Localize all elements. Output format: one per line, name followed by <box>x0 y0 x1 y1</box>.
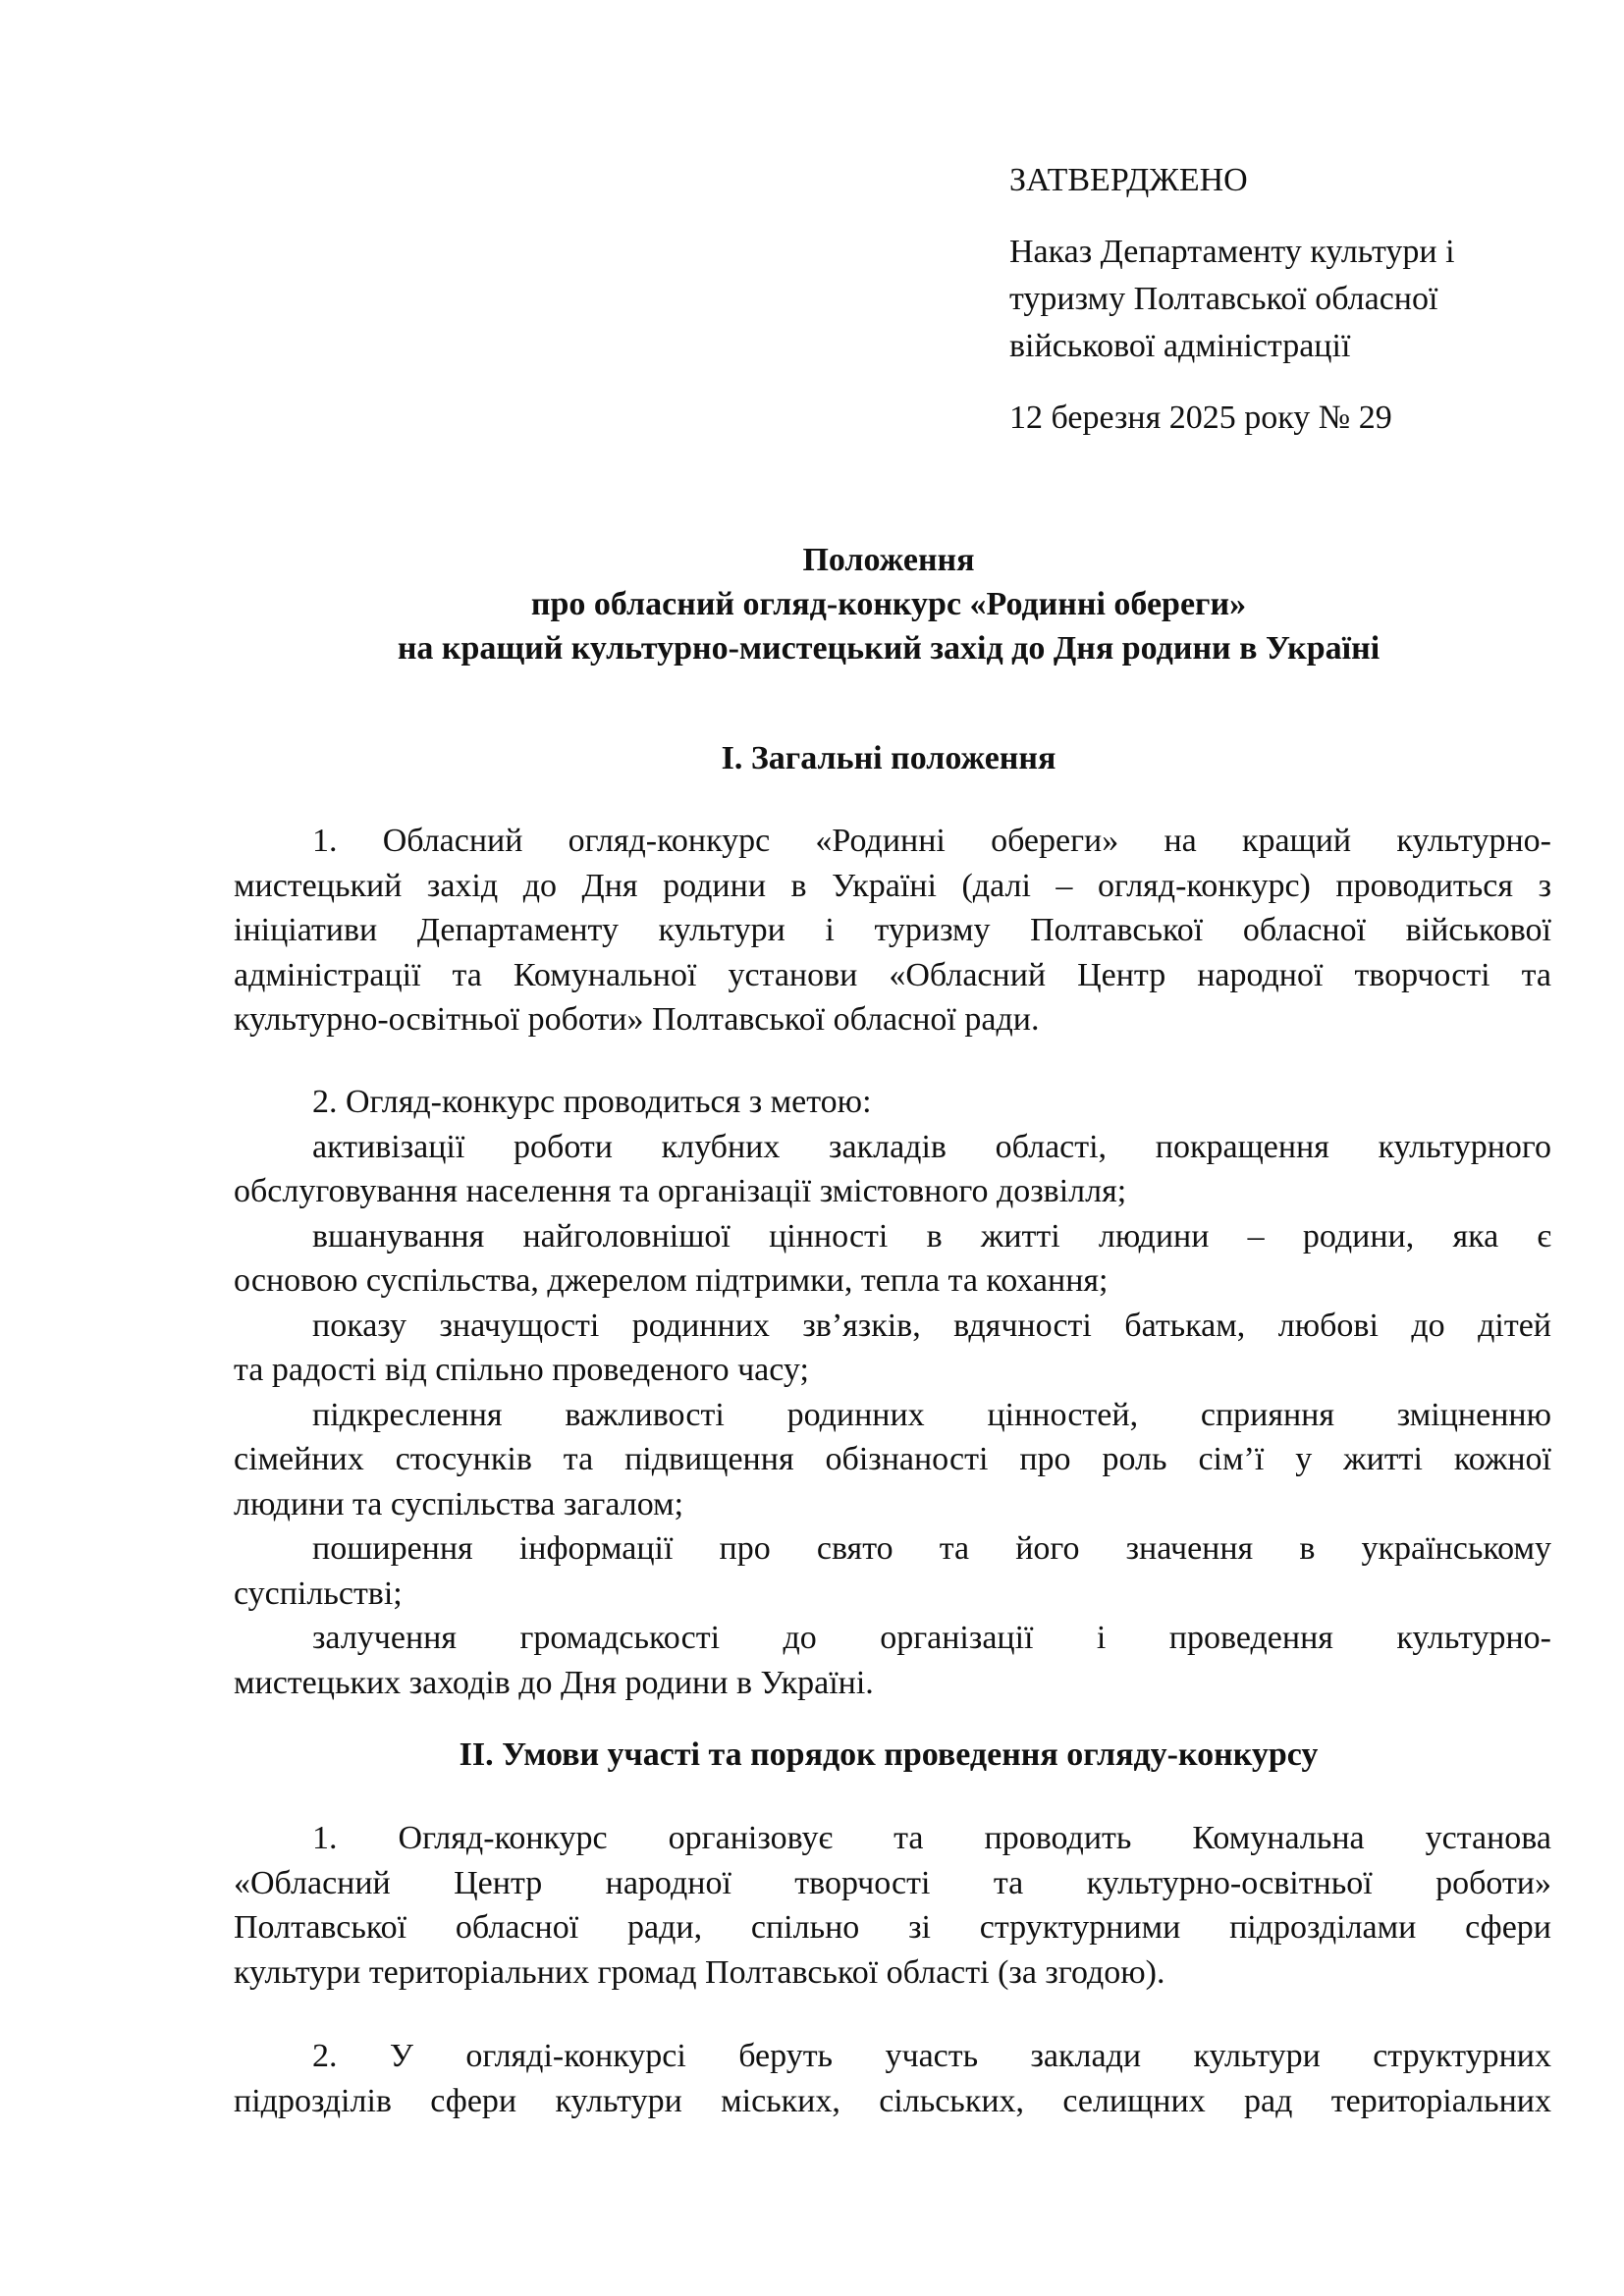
section-1-paragraph-2 <box>234 1080 1551 1705</box>
order-line: військової адміністрації <box>1009 328 1351 364</box>
text-line: культури територіальних громад Полтавської області (за згодою). <box>234 1953 1165 1991</box>
approval-stamp: ЗАТВЕРДЖЕНО <box>1009 162 1248 198</box>
text-line: 2. Огляд-конкурс проводиться з метою: <box>312 1084 872 1120</box>
text-line: активізації роботи клубних закладів області, покращення культурного <box>312 1128 1551 1165</box>
text-line: Полтавської обласної ради, спільно зі структурними підрозділами сфери <box>234 1909 1551 1946</box>
text-line: мистецький захід до Дня родини в Україні (далі – огляд-конкурс) проводиться з <box>234 867 1551 904</box>
text-line: та радості від спільно проведеного часу; <box>234 1352 809 1388</box>
title-line: про обласний огляд-конкурс «Родинні обереги» <box>530 586 1247 622</box>
text-line: суспільстві; <box>234 1575 403 1612</box>
text-line: 1. Обласний огляд-конкурс «Родинні обереги» на кращий культурно- <box>312 823 1551 859</box>
text-line: 2. У огляді-конкурсі беруть участь заклади культури структурних <box>312 2038 1551 2074</box>
order-date: 12 березня 2025 року № 29 <box>1009 400 1392 436</box>
text-line: підрозділів сфери культури міських, сільських, селищних рад територіальних <box>234 2082 1551 2119</box>
order-line: Наказ Департаменту культури і <box>1009 234 1455 270</box>
order-line: туризму Полтавської обласної <box>1009 281 1438 317</box>
title-line: на кращий культурно-мистецький захід до Дня родини в Україні <box>397 630 1380 667</box>
section-1-paragraph-1 <box>234 819 1551 1042</box>
section-2-paragraph-1 <box>234 1816 1551 1995</box>
section-1-heading: I. Загальні положення <box>721 740 1056 776</box>
text-line: мистецьких заходів до Дня родини в Україні. <box>234 1664 874 1701</box>
text-line: залучення громадськості до організації і проведення культурно- <box>312 1620 1551 1656</box>
section-2-paragraph-2 <box>234 2034 1551 2123</box>
text-line: «Обласний Центр народної творчості та культурно-освітньої роботи» <box>234 1864 1551 1901</box>
approval-block <box>1009 157 1559 442</box>
text-line: культурно-освітньої роботи» Полтавської обласної ради. <box>234 1001 1040 1038</box>
text-line: поширення інформації про свято та його значення в українському <box>312 1530 1551 1567</box>
document-title <box>226 538 1551 670</box>
section-2-heading: II. Умови участі та порядок проведення огляду-конкурсу <box>459 1736 1319 1773</box>
text-line: обслуговування населення та організації змістовного дозвілля; <box>234 1173 1127 1209</box>
text-line: вшанування найголовнішої цінності в житті людини – родини, яка є <box>312 1217 1551 1255</box>
text-line: показу значущості родинних зв’язків, вдячності батькам, любові до дітей <box>312 1307 1551 1344</box>
text-line: адміністрації та Комунальної установи «Обласний Центр народної творчості та <box>234 956 1551 993</box>
text-line: людини та суспільства загалом; <box>234 1485 684 1522</box>
title-line: Положення <box>802 542 975 578</box>
text-line: сімейних стосунків та підвищення обізнаності про роль сім’ї у житті кожної <box>234 1441 1551 1477</box>
text-line: 1. Огляд-конкурс організовує та проводить Комунальна установа <box>312 1820 1551 1856</box>
text-line: ініціативи Департаменту культури і туризму Полтавської обласної військової <box>234 912 1551 948</box>
text-line: основою суспільства, джерелом підтримки, тепла та кохання; <box>234 1262 1109 1299</box>
text-line: підкреслення важливості родинних цінностей, сприяння зміцненню <box>312 1396 1551 1433</box>
